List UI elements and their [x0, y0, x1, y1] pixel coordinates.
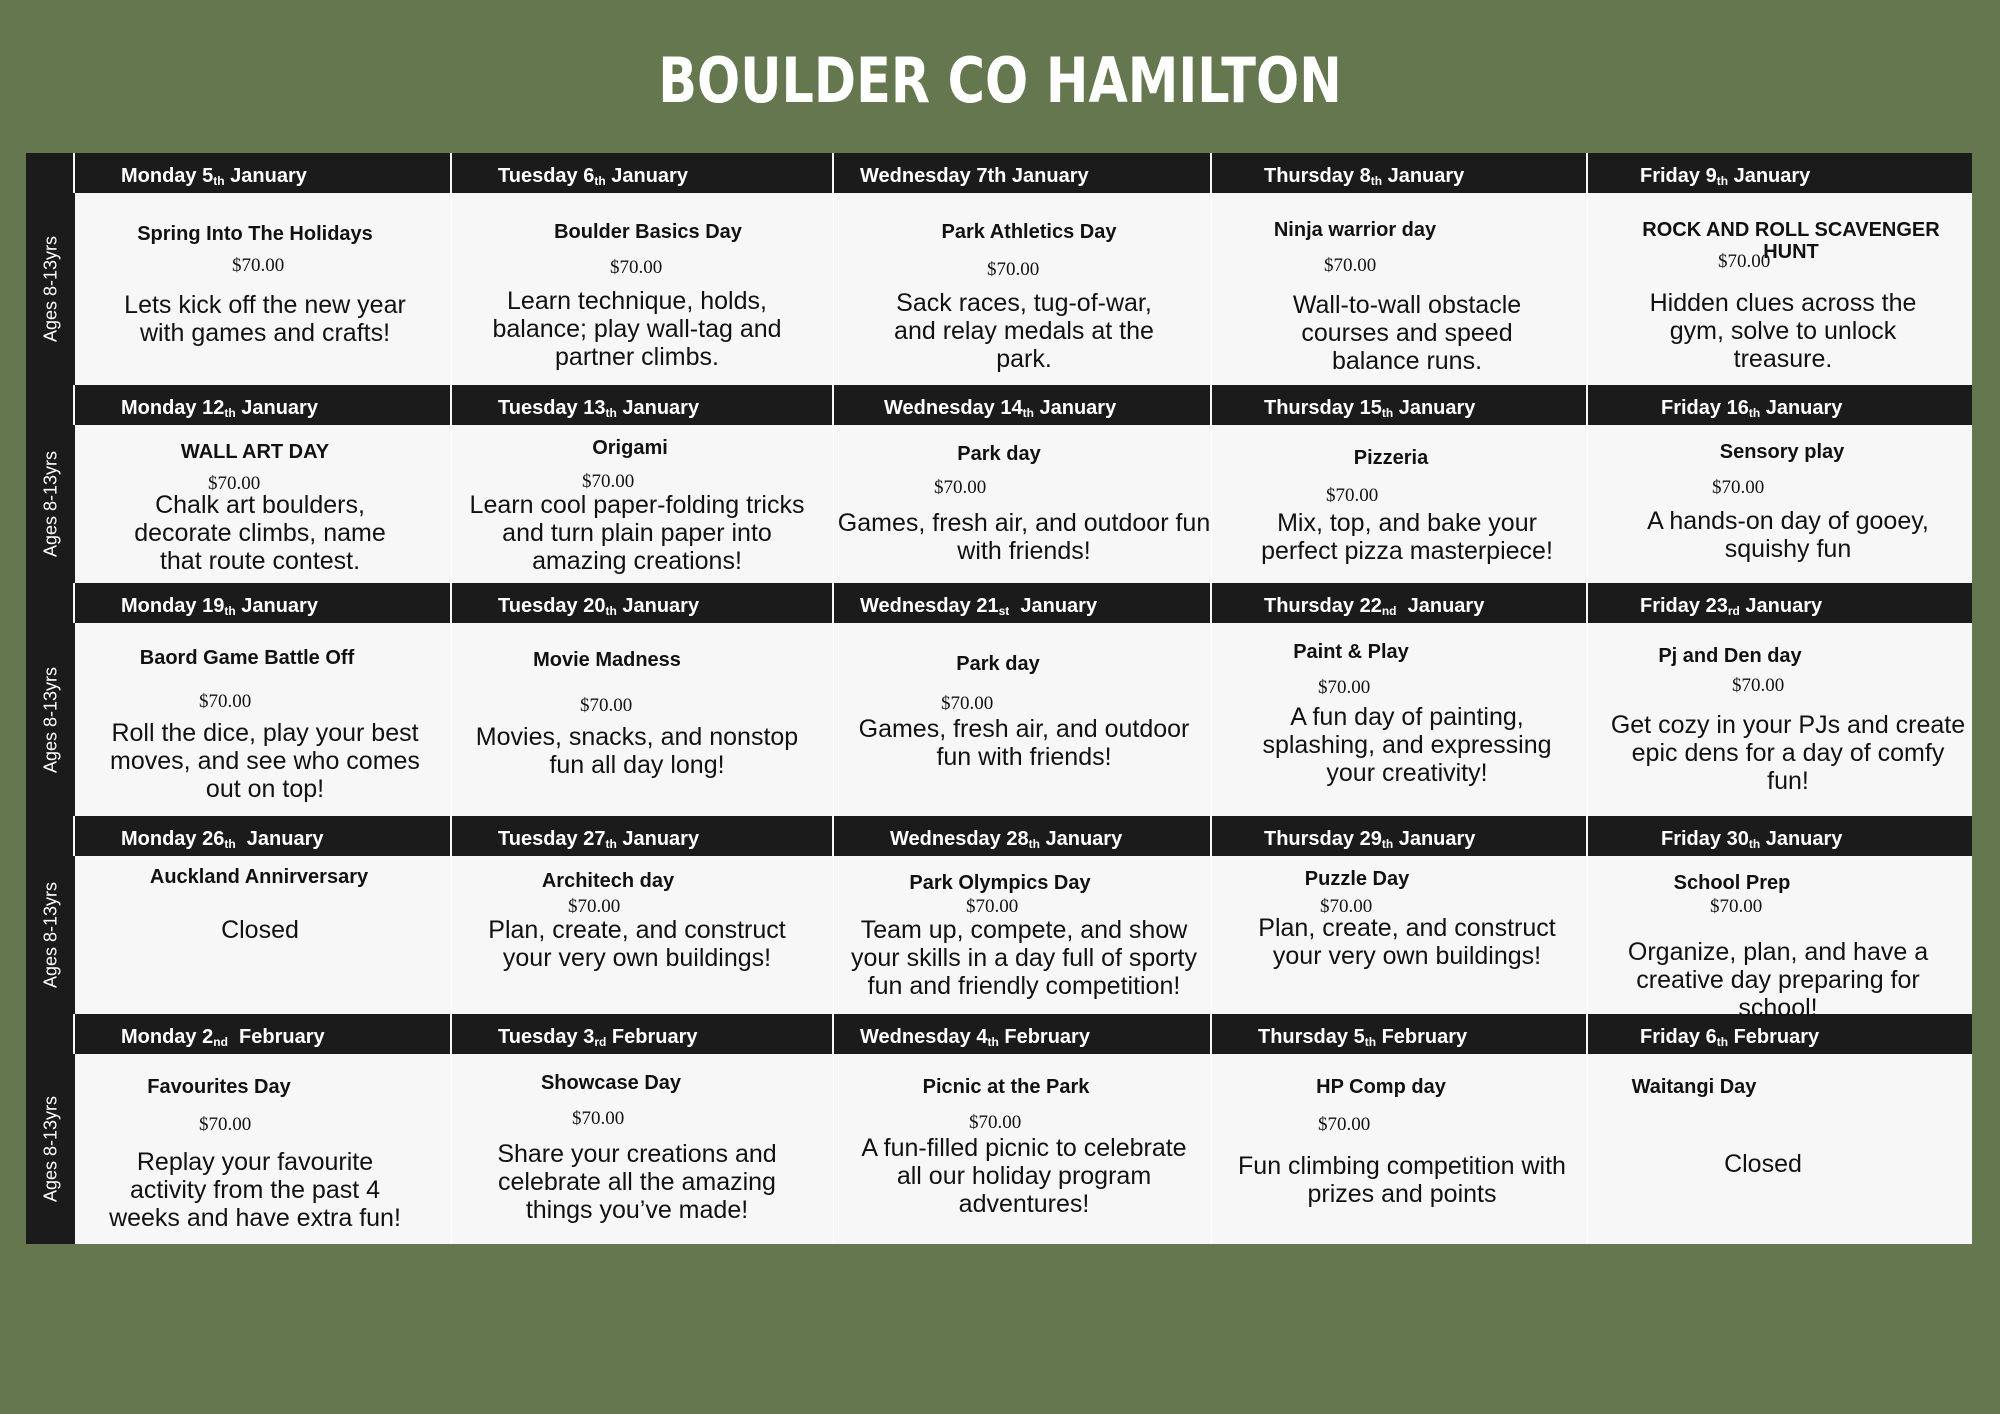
activity-cell	[75, 623, 452, 816]
activity-price: $70.00	[199, 1114, 252, 1135]
activity-description: Movies, snacks, and nonstop fun all day long!	[475, 723, 799, 779]
activity-description: A fun day of painting, splashing, and expressing your creativity!	[1262, 703, 1552, 787]
date-month: January	[235, 828, 324, 850]
date-month: January	[1382, 165, 1465, 187]
date-label: Thursday 15	[1264, 397, 1382, 419]
activity-price: $70.00	[580, 695, 633, 716]
activity-cell	[1588, 193, 1972, 385]
date-label: Tuesday 6	[498, 165, 595, 187]
activity-description: Share your creations and celebrate all the amazing things you’ve made!	[497, 1140, 777, 1224]
activity-cell	[452, 623, 834, 816]
activity-name: Baord Game Battle Off	[139, 647, 355, 669]
date-label: Wednesday 21	[860, 595, 999, 617]
date-ordinal-suffix: th	[1381, 406, 1394, 420]
activity-cell	[75, 193, 452, 385]
date-label: Friday 16	[1661, 397, 1749, 419]
age-group-column	[26, 1054, 75, 1244]
activity-name: Spring Into The Holidays	[137, 223, 373, 245]
activity-cell	[1588, 425, 1972, 583]
activity-cell	[452, 425, 834, 583]
date-header	[75, 153, 452, 193]
date-header	[834, 816, 1212, 856]
date-ordinal-suffix: th	[1748, 837, 1761, 851]
activity-description: Games, fresh air, and outdoor fun with friends!	[858, 715, 1190, 771]
date-label: Thursday 8	[1264, 165, 1371, 187]
activity-cell	[452, 1054, 834, 1244]
activity-description: Learn cool paper-folding tricks and turn plain paper into amazing creations!	[469, 491, 805, 575]
date-month: January	[224, 165, 307, 187]
activity-description: Games, fresh air, and outdoor fun with friends!	[837, 509, 1211, 565]
age-group-column	[26, 623, 75, 816]
activity-price: $70.00	[1718, 251, 1771, 272]
activity-cell	[1212, 623, 1588, 816]
date-header	[452, 583, 834, 623]
activity-price: $70.00	[1320, 896, 1373, 917]
activity-cell	[1212, 193, 1588, 385]
date-label: Wednesday 28	[890, 828, 1029, 850]
date-header-row	[26, 816, 1972, 856]
date-label: Friday 9	[1640, 165, 1717, 187]
date-ordinal-suffix: th	[1028, 837, 1040, 851]
date-label: Tuesday 3	[498, 1026, 595, 1048]
activity-description: Sack races, tug-of-war, and relay medals at the park.	[894, 289, 1154, 373]
activity-cell	[834, 856, 1212, 1014]
date-month: February	[227, 1026, 325, 1048]
activity-name: Boulder Basics Day	[554, 221, 742, 243]
activity-name: HP Comp day	[1316, 1076, 1446, 1098]
activity-cell	[75, 1054, 452, 1244]
date-ordinal-suffix: rd	[594, 1035, 607, 1049]
activity-name: Pj and Den day	[1658, 645, 1802, 667]
date-header	[75, 1014, 452, 1054]
date-ordinal-suffix: th	[594, 174, 606, 188]
date-month: February	[998, 1026, 1090, 1048]
activity-name: Park day	[956, 653, 1040, 675]
page-title: BOULDER CO HAMILTON	[658, 44, 1342, 117]
activity-description: A hands-on day of gooey, squishy fun	[1647, 507, 1929, 563]
activity-price: $70.00	[1326, 485, 1379, 506]
activity-name: WALL ART DAY	[180, 441, 330, 463]
activity-name: ROCK AND ROLL SCAVENGER HUNT	[1642, 219, 1940, 263]
date-label: Thursday 5	[1258, 1026, 1365, 1048]
activity-cell	[834, 193, 1212, 385]
date-header-row	[26, 583, 1972, 623]
activity-name: Paint & Play	[1293, 641, 1409, 663]
activity-cell	[1212, 856, 1588, 1014]
activity-description: Roll the dice, play your best moves, and see who comes out on top!	[110, 719, 420, 803]
activity-name: Pizzeria	[1353, 447, 1429, 469]
activity-price: $70.00	[1712, 477, 1765, 498]
date-header	[834, 1014, 1212, 1054]
activity-description: Fun climbing competition with prizes and points	[1238, 1152, 1566, 1208]
date-ordinal-suffix: th	[1748, 406, 1761, 420]
week-block	[26, 583, 1972, 816]
activity-cell	[834, 425, 1212, 583]
activity-name: Favourites Day	[147, 1076, 291, 1098]
activity-name: School Prep	[1673, 872, 1791, 894]
header-corner	[26, 385, 75, 425]
date-ordinal-suffix: th	[213, 174, 225, 188]
activity-cell	[452, 856, 834, 1014]
activity-name: Showcase Day	[540, 1072, 682, 1094]
date-header	[75, 816, 452, 856]
date-month: January	[1393, 397, 1476, 419]
activity-description: Team up, compete, and show your skills in a day full of sporty fun and friendly competition!	[851, 916, 1197, 1000]
date-ordinal-suffix: th	[1022, 406, 1034, 420]
date-ordinal-suffix: th	[1364, 1035, 1377, 1049]
date-header	[1588, 816, 1972, 856]
date-ordinal-suffix: th	[987, 1035, 999, 1049]
activity-name: Picnic at the Park	[922, 1076, 1090, 1098]
activity-name: Auckland Annirversary	[149, 866, 369, 888]
age-group-column	[26, 425, 75, 583]
activity-price: $70.00	[1710, 896, 1763, 917]
date-month: January	[1396, 595, 1485, 617]
age-group-label: Ages 8-13yrs	[40, 666, 60, 773]
activity-description: Plan, create, and construct your very own buildings!	[488, 916, 786, 972]
activity-name: Ninja warrior day	[1273, 219, 1437, 241]
date-ordinal-suffix: th	[1716, 174, 1729, 188]
date-label: Monday 2	[121, 1026, 214, 1048]
date-ordinal-suffix: th	[605, 837, 617, 851]
date-label: Friday 30	[1661, 828, 1749, 850]
date-header	[834, 583, 1212, 623]
date-header	[75, 385, 452, 425]
date-ordinal-suffix: th	[1381, 837, 1394, 851]
week-block	[26, 1014, 1972, 1244]
activity-price: $70.00	[208, 473, 261, 494]
activity-price: $70.00	[572, 1108, 625, 1129]
date-header	[75, 583, 452, 623]
activity-price: $70.00	[987, 259, 1040, 280]
activity-price: $70.00	[610, 257, 663, 278]
date-header	[1588, 583, 1972, 623]
date-label: Friday 23	[1640, 595, 1728, 617]
date-month: January	[1739, 595, 1823, 617]
date-ordinal-suffix: nd	[1381, 604, 1397, 618]
week-block	[26, 385, 1972, 583]
activities-row	[26, 193, 1972, 385]
activity-cell	[1588, 1054, 1972, 1244]
date-label: Wednesday 7th January	[860, 165, 1089, 187]
activity-description: A fun-filled picnic to celebrate all our holiday program adventures!	[861, 1134, 1187, 1218]
date-header	[1212, 153, 1588, 193]
activity-name: Waitangi Day	[1631, 1076, 1757, 1098]
date-ordinal-suffix: th	[1370, 174, 1383, 188]
activity-description: Get cozy in your PJs and create epic dens for a day of comfy fun!	[1610, 711, 1966, 795]
activity-name: Origami	[592, 437, 668, 459]
date-month: January	[235, 595, 318, 617]
activity-cell	[75, 425, 452, 583]
activity-price: $70.00	[941, 693, 994, 714]
date-label: Monday 5	[121, 165, 214, 187]
age-group-column	[26, 856, 75, 1014]
date-label: Thursday 22	[1264, 595, 1382, 617]
activities-row	[26, 623, 1972, 816]
date-header	[834, 385, 1212, 425]
activity-name: Architech day	[541, 870, 675, 892]
activity-description: Closed	[221, 916, 299, 944]
date-month: January	[1760, 397, 1843, 419]
activity-description: Closed	[1724, 1150, 1802, 1178]
date-month: January	[235, 397, 318, 419]
date-ordinal-suffix: th	[224, 604, 236, 618]
date-label: Wednesday 4	[860, 1026, 988, 1048]
date-header-row	[26, 385, 1972, 425]
activity-cell	[834, 623, 1212, 816]
header-corner	[26, 816, 75, 856]
activity-price: $70.00	[1324, 255, 1377, 276]
age-group-label: Ages 8-13yrs	[40, 1095, 60, 1203]
date-month: January	[605, 165, 688, 187]
activity-cell	[834, 1054, 1212, 1244]
date-label: Tuesday 20	[498, 595, 606, 617]
week-block	[26, 153, 1972, 385]
age-group-label: Ages 8-13yrs	[40, 235, 60, 343]
activity-cell	[1212, 425, 1588, 583]
date-month: January	[616, 595, 700, 617]
header-corner	[26, 153, 75, 193]
activity-price: $70.00	[199, 691, 252, 712]
activity-description: Replay your favourite activity from the past 4 weeks and have extra fun!	[109, 1148, 401, 1232]
activity-name: Sensory play	[1719, 441, 1845, 463]
schedule-table	[26, 153, 1972, 1244]
activity-description: Lets kick off the new year with games and crafts!	[124, 291, 406, 347]
activity-price: $70.00	[232, 255, 285, 276]
activity-description: Chalk art boulders, decorate climbs, name that route contest.	[134, 491, 386, 575]
activity-price: $70.00	[1318, 1114, 1371, 1135]
date-label: Thursday 29	[1264, 828, 1382, 850]
date-ordinal-suffix: nd	[213, 1035, 228, 1049]
date-header-row	[26, 153, 1972, 193]
date-label: Tuesday 13	[498, 397, 606, 419]
activity-description: Learn technique, holds, balance; play wall-tag and partner climbs.	[492, 287, 782, 371]
date-header	[1212, 816, 1588, 856]
date-ordinal-suffix: th	[224, 837, 236, 851]
date-header	[452, 153, 834, 193]
date-month: January	[1760, 828, 1843, 850]
date-label: Monday 26	[121, 828, 225, 850]
date-month: January	[1033, 397, 1117, 419]
date-ordinal-suffix: th	[605, 406, 617, 420]
activity-cell	[1588, 623, 1972, 816]
activity-name: Puzzle Day	[1304, 868, 1410, 890]
date-month: January	[616, 828, 700, 850]
date-label: Monday 19	[121, 595, 225, 617]
activity-name: Park Olympics Day	[909, 872, 1091, 894]
date-label: Tuesday 27	[498, 828, 606, 850]
activity-description: Mix, top, and bake your perfect pizza masterpiece!	[1261, 509, 1553, 565]
activity-price: $70.00	[1318, 677, 1371, 698]
activity-description: Hidden clues across the gym, solve to unlock treasure.	[1649, 289, 1917, 373]
date-header	[452, 816, 834, 856]
activities-row	[26, 856, 1972, 1022]
date-header	[1212, 1014, 1588, 1054]
date-header	[1212, 385, 1588, 425]
date-month: January	[1009, 595, 1098, 617]
date-month: February	[1728, 1026, 1820, 1048]
date-label: Friday 6	[1640, 1026, 1717, 1048]
activity-price: $70.00	[934, 477, 987, 498]
activity-cell	[452, 193, 834, 385]
activity-price: $70.00	[966, 896, 1019, 917]
date-month: February	[606, 1026, 698, 1048]
activities-row	[26, 1054, 1972, 1244]
date-header	[452, 1014, 834, 1054]
date-label: Monday 12	[121, 397, 225, 419]
activity-cell	[1212, 1054, 1588, 1244]
date-header	[1212, 583, 1588, 623]
activity-description: Plan, create, and construct your very own buildings!	[1258, 914, 1556, 970]
activity-cell	[1588, 856, 1972, 1022]
activities-row	[26, 425, 1972, 583]
header-corner	[26, 1014, 75, 1054]
header-corner	[26, 583, 75, 623]
activity-description: Organize, plan, and have a creative day preparing for school!	[1627, 938, 1929, 1022]
date-month: January	[616, 397, 700, 419]
age-group-column	[26, 193, 75, 385]
date-header	[1588, 385, 1972, 425]
date-ordinal-suffix: rd	[1727, 604, 1740, 618]
week-block	[26, 816, 1972, 1022]
activity-price: $70.00	[568, 896, 621, 917]
activity-price: $70.00	[582, 471, 635, 492]
date-month: January	[1393, 828, 1476, 850]
activity-description: Wall-to-wall obstacle courses and speed balance runs.	[1292, 291, 1522, 375]
age-group-label: Ages 8-13yrs	[40, 881, 60, 989]
date-header	[1588, 153, 1972, 193]
activity-price: $70.00	[1732, 675, 1785, 696]
activity-name: Movie Madness	[533, 649, 681, 671]
activity-name: Park Athletics Day	[941, 221, 1117, 243]
age-group-label: Ages 8-13yrs	[40, 450, 60, 558]
date-ordinal-suffix: th	[1716, 1035, 1729, 1049]
date-header	[834, 153, 1212, 193]
date-ordinal-suffix: th	[605, 604, 617, 618]
activity-name: Park day	[957, 443, 1041, 465]
activity-cell	[75, 856, 452, 1014]
date-month: January	[1728, 165, 1811, 187]
activity-price: $70.00	[969, 1112, 1022, 1133]
date-ordinal-suffix: st	[998, 604, 1010, 618]
date-month: January	[1039, 828, 1123, 850]
date-ordinal-suffix: th	[224, 406, 236, 420]
date-month: February	[1376, 1026, 1468, 1048]
date-header	[452, 385, 834, 425]
date-label: Wednesday 14	[884, 397, 1023, 419]
